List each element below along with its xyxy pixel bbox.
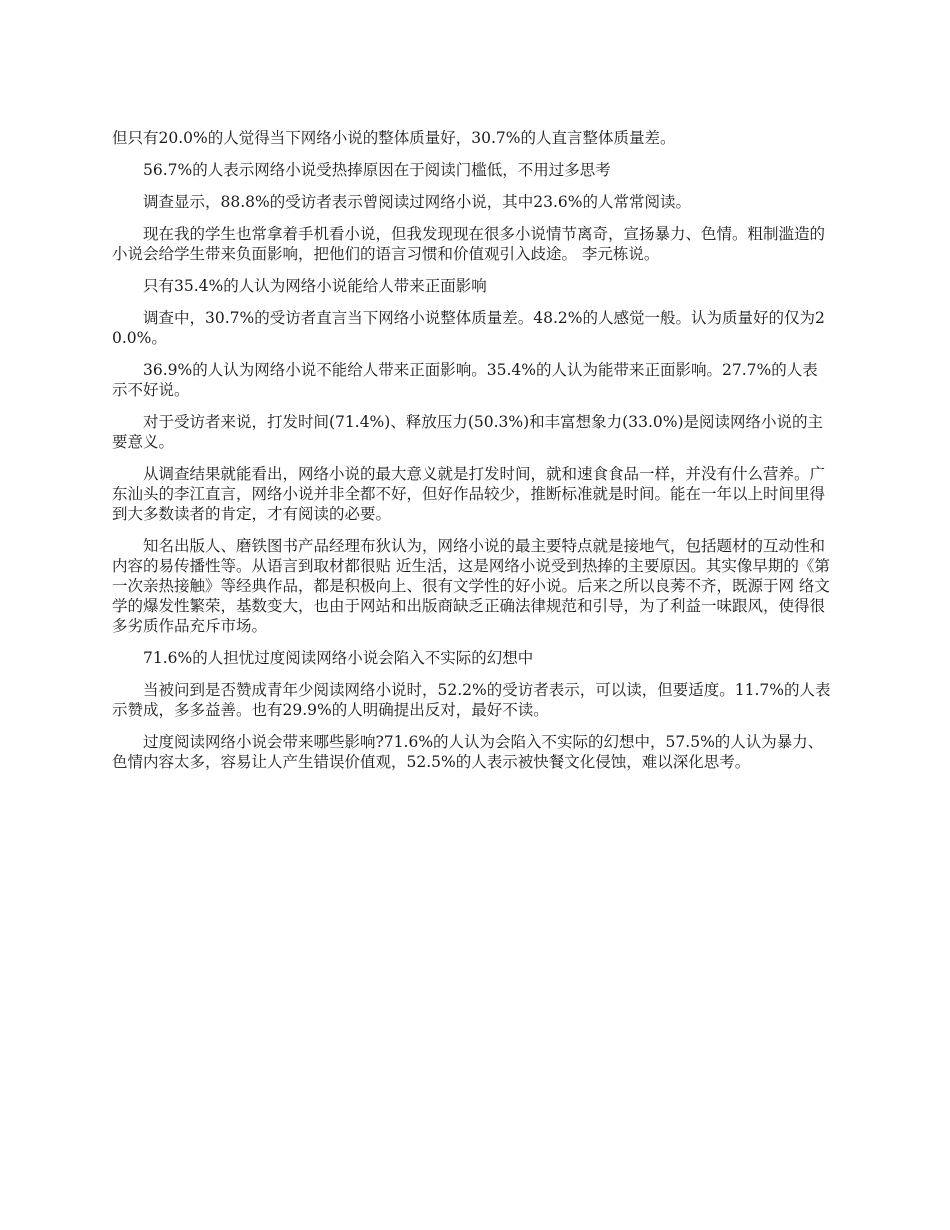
paragraph-6: 调查中，30.7%的受访者直言当下网络小说整体质量差。48.2%的人感觉一般。认为质量好的仅为20.0%。: [112, 309, 825, 347]
document-body: [112, 128, 832, 784]
paragraph-4: 现在我的学生也常拿着手机看小说，但我发现现在很多小说情节离奇，宣扬暴力、色情。粗制滥造的小说会给学生带来负面影响，把他们的语言习惯和价值观引入歧途。 李元栋说。: [112, 225, 826, 263]
paragraph-2-heading: 56.7%的人表示网络小说受热捧原因在于阅读门槛低，不用过多思考: [143, 161, 611, 179]
paragraph-10: 知名出版人、磨铁图书产品经理布狄认为，网络小说的最主要特点就是接地气，包括题材的互动性和内容的易传播性等。从语言到取材都很贴 近生活，这是网络小说受到热捧的主要原因。其实像早期的《第一次亲热接触》等经典作品，都是积极向上、很有文学性的好小说。后来之所以良莠不齐，既源于网 络文学的爆发性繁荣，基数变大，也由于网站和出版商缺乏正确法律规范和引导，为了利益一味跟风，使得很多劣质作品充斥市场。: [112, 537, 830, 635]
paragraph-13: 过度阅读网络小说会带来哪些影响?71.6%的人认为会陷入不实际的幻想中，57.5%的人认为暴力、色情内容太多，容易让人产生错误价值观，52.5%的人表示被快餐文化侵蚀，难以深化思考。: [112, 733, 824, 771]
paragraph-11-heading: 71.6%的人担忧过度阅读网络小说会陷入不实际的幻想中: [143, 649, 534, 667]
paragraph-5-heading: 只有35.4%的人认为网络小说能给人带来正面影响: [143, 277, 487, 295]
paragraph-12: 当被问到是否赞成青年少阅读网络小说时，52.2%的受访者表示，可以读，但要适度。11.7%的人表示赞成，多多益善。也有29.9%的人明确提出反对，最好不读。: [112, 681, 831, 719]
paragraph-9: 从调查结果就能看出，网络小说的最大意义就是打发时间，就和速食食品一样，并没有什么营养。广东汕头的李江直言，网络小说并非全都不好，但好作品较少，推断标准就是时间。能在一年以上时间里得到大多数读者的肯定，才有阅读的必要。: [112, 465, 826, 523]
paragraph-1: 但只有20.0%的人觉得当下网络小说的整体质量好，30.7%的人直言整体质量差。: [112, 129, 676, 147]
paragraph-8: 对于受访者来说，打发时间(71.4%)、释放压力(50.3%)和丰富想象力(33.0%)是阅读网络小说的主要意义。: [112, 413, 824, 451]
paragraph-7: 36.9%的人认为网络小说不能给人带来正面影响。35.4%的人认为能带来正面影响。27.7%的人表示不好说。: [112, 361, 818, 399]
paragraph-3: 调查显示，88.8%的受访者表示曾阅读过网络小说，其中23.6%的人常常阅读。: [143, 193, 691, 211]
